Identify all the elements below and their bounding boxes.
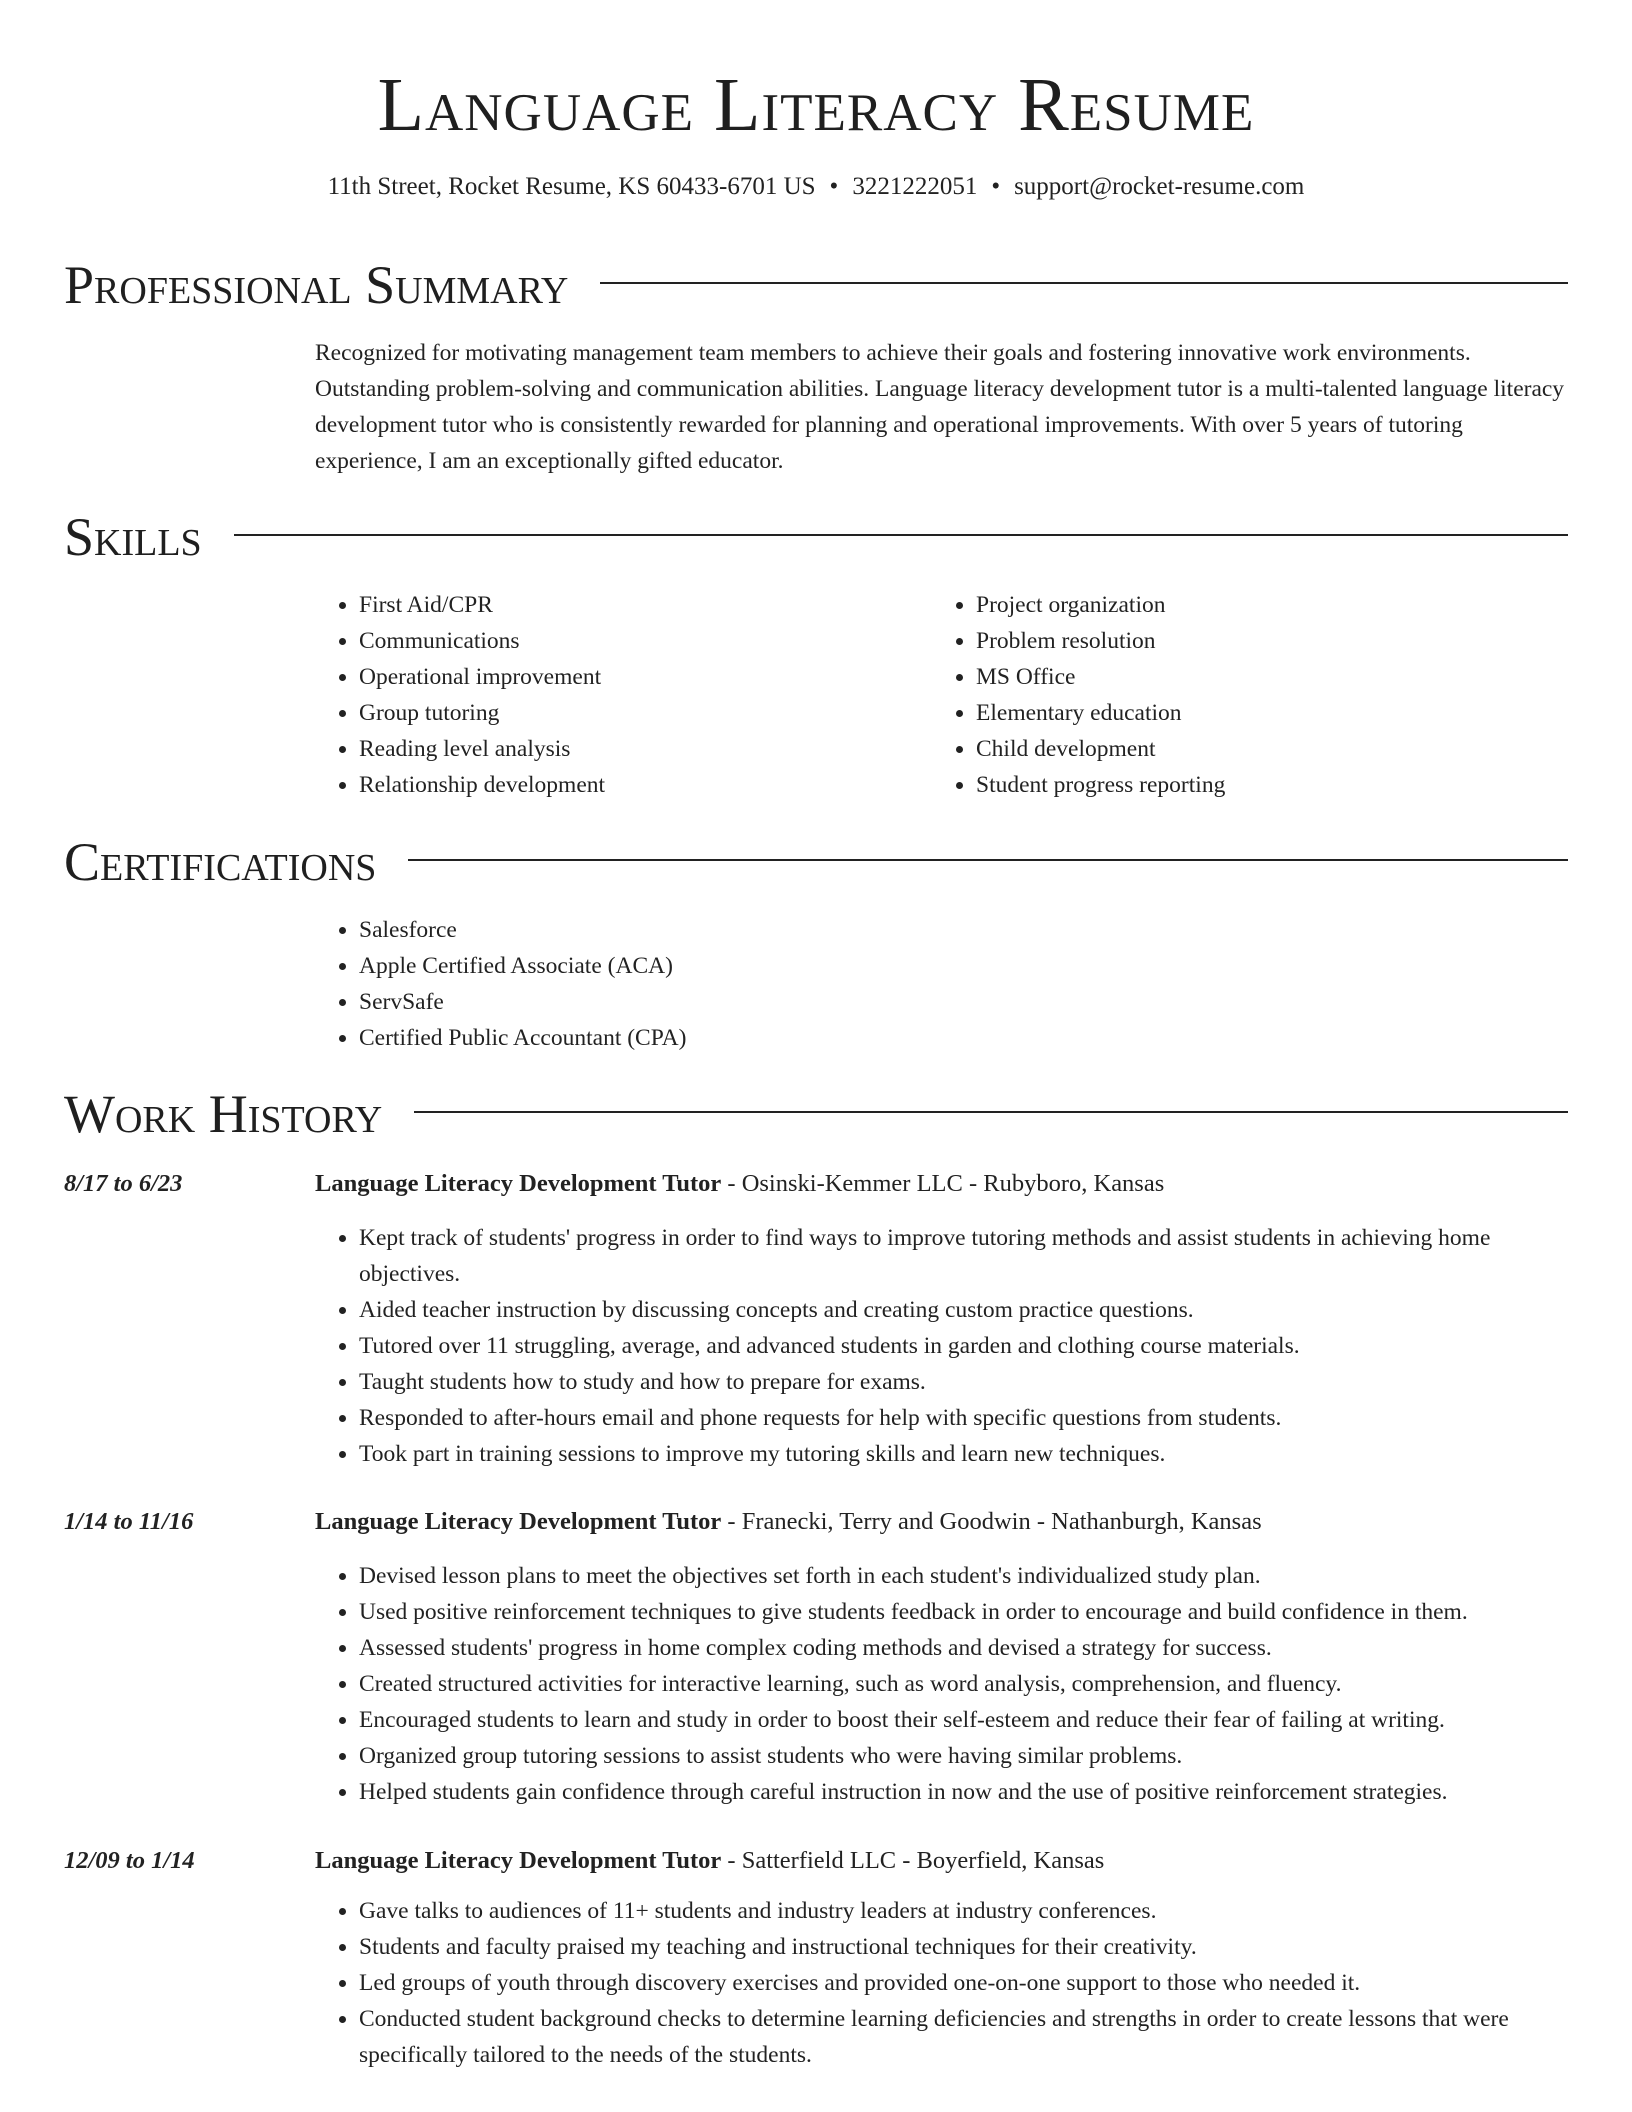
job-bullet: • Helped students gain confidence through careful instruction in now and the use of positive reinforcement strategies. (359, 1774, 1568, 1810)
certifications-content (315, 894, 1568, 1056)
separator-dot: • (829, 173, 839, 200)
section-header (64, 253, 1568, 317)
job-bullet: • Kept track of students' progress in order to find ways to improve tutoring methods and assist students in achieving home objectives. (359, 1220, 1568, 1292)
job-bullet: • Created structured activities for interactive learning, such as word analysis, comprehension, and fluency. (359, 1666, 1568, 1702)
certification-item: • ServSafe (359, 984, 1568, 1020)
job-header (64, 1843, 1568, 1879)
job-employer: - Satterfield LLC - Boyerfield, Kansas (721, 1847, 1105, 1874)
job-title-line (315, 1843, 1568, 1879)
skill-item: • Reading level analysis (359, 731, 932, 767)
section-title-certifications: Certifications (64, 832, 377, 892)
skill-item: • Relationship development (359, 767, 932, 803)
section-header (64, 1082, 1568, 1146)
skill-item: • MS Office (976, 659, 1549, 695)
job-bullet: • Aided teacher instruction by discussing concepts and creating custom practice questions. (359, 1292, 1568, 1328)
skill-item: • Child development (976, 731, 1549, 767)
job-title: Language Literacy Development Tutor (315, 1847, 722, 1874)
job-bullet: • Taught students how to study and how to prepare for exams. (359, 1364, 1568, 1400)
certification-item: • Certified Public Accountant (CPA) (359, 1020, 1568, 1056)
job-bullet: • Assessed students' progress in home complex coding methods and devised a strategy for success. (359, 1630, 1568, 1666)
job-title: Language Literacy Development Tutor (315, 1508, 722, 1535)
section-header (64, 505, 1568, 569)
certifications-list (315, 912, 1568, 1056)
certification-item: • Apple Certified Associate (ACA) (359, 948, 1568, 984)
job-employer: - Franecki, Terry and Goodwin - Nathanburgh, Kansas (721, 1508, 1262, 1535)
separator-dot: • (991, 173, 1001, 200)
job-entry (64, 1166, 1568, 1472)
job-bullet: • Gave talks to audiences of 11+ students and industry leaders at industry conferences. (359, 1893, 1568, 1929)
job-title-line (315, 1166, 1568, 1202)
skills-section (64, 505, 1568, 803)
skills-column-right (932, 587, 1549, 803)
skill-item: • Communications (359, 623, 932, 659)
job-dates: 8/17 to 6/23 (64, 1170, 183, 1197)
job-header (64, 1504, 1568, 1540)
email: support@rocket-resume.com (1014, 173, 1305, 200)
job-dates: 12/09 to 1/14 (64, 1847, 195, 1874)
certification-item: • Salesforce (359, 912, 1568, 948)
section-title-skills: Skills (64, 507, 202, 567)
job-bullets (315, 1558, 1568, 1810)
skill-item: • First Aid/CPR (359, 587, 932, 623)
section-divider (600, 282, 1568, 284)
address: 11th Street, Rocket Resume, KS 60433-6701 US (327, 173, 816, 200)
section-header (64, 830, 1568, 894)
section-title-summary: Professional Summary (64, 255, 569, 315)
contact-line (64, 170, 1568, 204)
section-title-work-history: Work History (64, 1084, 383, 1144)
skills-grid (315, 569, 1568, 803)
skill-item: • Elementary education (976, 695, 1549, 731)
phone: 3221222051 (852, 173, 978, 200)
skills-column-left (315, 587, 932, 803)
job-title-line (315, 1504, 1568, 1540)
job-bullet-list (315, 1893, 1568, 2073)
job-title: Language Literacy Development Tutor (315, 1170, 722, 1197)
job-employer: - Osinski-Kemmer LLC - Rubyboro, Kansas (721, 1170, 1165, 1197)
job-bullet: • Conducted student background checks to determine learning deficiencies and strengths in order to create lessons that were specifically tailored to the needs of the students. (359, 2001, 1568, 2073)
certifications-section (64, 830, 1568, 1056)
job-bullets (315, 1893, 1568, 2073)
job-bullets (315, 1220, 1568, 1472)
job-bullet: • Responded to after-hours email and phone requests for help with specific questions from students. (359, 1400, 1568, 1436)
summary-content (315, 317, 1568, 479)
job-dates: 1/14 to 11/16 (64, 1508, 194, 1535)
job-header (64, 1166, 1568, 1202)
job-bullet: • Took part in training sessions to improve my tutoring skills and learn new techniques. (359, 1436, 1568, 1472)
summary-text: Recognized for motivating management team members to achieve their goals and fostering innovative work environments. Outstanding problem-solving and communication abilities. Language literacy development tutor is a multi-talented language literacy development tutor who is consistently rewarded for planning and operational improvements. With over 5 years of tutoring experience, I am an exceptionally gifted educator. (315, 340, 1565, 474)
summary-section (64, 253, 1568, 479)
skills-list-left (315, 587, 932, 803)
job-bullet: • Devised lesson plans to meet the objectives set forth in each student's individualized study plan. (359, 1558, 1568, 1594)
skill-item: • Group tutoring (359, 695, 932, 731)
job-entry (64, 1843, 1568, 2073)
job-bullet: • Used positive reinforcement techniques to give students feedback in order to encourage and build confidence in them. (359, 1594, 1568, 1630)
skills-list-right (932, 587, 1549, 803)
job-entry (64, 1504, 1568, 1810)
job-bullet-list (315, 1558, 1568, 1810)
job-bullet: • Led groups of youth through discovery exercises and provided one-on-one support to those who needed it. (359, 1965, 1568, 2001)
skill-item: • Project organization (976, 587, 1549, 623)
resume-title: Language Literacy Resume (377, 63, 1255, 147)
work-history-section (64, 1082, 1568, 1146)
job-bullet: • Tutored over 11 struggling, average, and advanced students in garden and clothing course materials. (359, 1328, 1568, 1364)
skill-item: • Student progress reporting (976, 767, 1549, 803)
job-bullet-list (315, 1220, 1568, 1472)
job-bullet: • Students and faculty praised my teaching and instructional techniques for their creativity. (359, 1929, 1568, 1965)
section-divider (234, 534, 1568, 536)
section-divider (408, 859, 1568, 861)
skill-item: • Operational improvement (359, 659, 932, 695)
job-bullet: • Organized group tutoring sessions to assist students who were having similar problems. (359, 1738, 1568, 1774)
section-divider (414, 1111, 1568, 1113)
job-bullet: • Encouraged students to learn and study in order to boost their self-esteem and reduce their fear of failing at writing. (359, 1702, 1568, 1738)
skill-item: • Problem resolution (976, 623, 1549, 659)
